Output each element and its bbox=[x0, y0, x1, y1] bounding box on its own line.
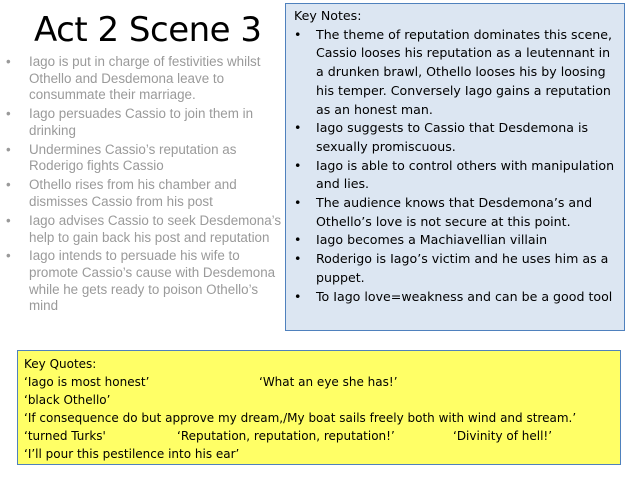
bullet: • bbox=[294, 26, 302, 42]
summary-item bbox=[6, 106, 282, 139]
bullet: • bbox=[294, 195, 302, 211]
key-note-item bbox=[294, 231, 618, 250]
quote: ‘black Othello’ bbox=[24, 393, 111, 407]
key-note-text: The audience knows that Desdemona’s and Othello’s love is not secure at this point. bbox=[316, 195, 593, 229]
page-title: Act 2 Scene 3 bbox=[34, 10, 262, 50]
quote-row bbox=[24, 391, 614, 409]
key-quotes-heading: Key Quotes: bbox=[24, 357, 97, 371]
bullet: • bbox=[294, 157, 302, 173]
bullet: • bbox=[6, 248, 11, 264]
key-note-text: Roderigo is Iago’s victim and he uses him as a puppet. bbox=[316, 251, 609, 285]
key-note-item bbox=[294, 26, 618, 120]
quote-row bbox=[24, 409, 614, 427]
quote-row bbox=[24, 445, 614, 463]
key-note-item bbox=[294, 119, 618, 156]
key-note-text: Iago becomes a Machiavellian villain bbox=[316, 232, 548, 248]
bullet: • bbox=[6, 54, 11, 69]
quote-row bbox=[24, 373, 614, 391]
quote: ‘Reputation, reputation, reputation!’ bbox=[177, 429, 395, 443]
bullet: • bbox=[6, 212, 11, 228]
quote: ‘I’ll pour this pestilence into his ear’ bbox=[24, 447, 240, 461]
quote: ‘Iago is most honest’ bbox=[24, 375, 150, 389]
scene-summary-list bbox=[6, 54, 282, 317]
quote: ‘turned Turks' bbox=[24, 429, 106, 443]
key-note-text: Iago suggests to Cassio that Desdemona is sexually promiscuous. bbox=[316, 120, 589, 154]
key-note-item bbox=[294, 157, 618, 194]
summary-item-text: Iago is put in charge of festivities whilst Othello and Desdemona leave to consummate their marriage. bbox=[29, 54, 261, 103]
bullet: • bbox=[294, 251, 302, 267]
key-notes-list bbox=[294, 26, 618, 307]
bullet: • bbox=[294, 120, 302, 136]
bullet: • bbox=[294, 232, 302, 248]
summary-item-text: Iago advises Cassio to seek Desdemona’s help to gain back his post and reputation bbox=[29, 212, 282, 245]
quote: ‘What an eye she has!’ bbox=[259, 375, 398, 389]
bullet: • bbox=[6, 141, 11, 157]
quote: ‘If consequence do but approve my dream,/My boat sails freely both with wind and stream.’ bbox=[24, 411, 577, 425]
key-note-text: To Iago love=weakness and can be a good tool bbox=[316, 288, 613, 304]
key-notes-heading: Key Notes: bbox=[294, 8, 362, 23]
bullet: • bbox=[294, 288, 302, 304]
bullet: • bbox=[6, 177, 11, 193]
key-quotes-heading-line bbox=[24, 355, 614, 373]
key-notes-box bbox=[285, 3, 625, 331]
key-note-text: Iago is able to control others with manipulation and lies. bbox=[316, 157, 615, 192]
summary-item-text: Iago intends to persuade his wife to promote Cassio’s cause with Desdemona while he gets ready to poison Othello’s mind bbox=[29, 248, 276, 314]
key-note-item bbox=[294, 288, 618, 307]
summary-item bbox=[6, 213, 282, 246]
key-note-item bbox=[294, 250, 618, 287]
summary-item-text: Iago persuades Cassio to join them in drinking bbox=[29, 106, 254, 138]
bullet: • bbox=[6, 106, 11, 122]
summary-item bbox=[6, 54, 282, 104]
summary-item bbox=[6, 142, 282, 175]
key-note-item bbox=[294, 194, 618, 231]
summary-item bbox=[6, 248, 282, 314]
key-note-text: The theme of reputation dominates this scene, Cassio looses his reputation as a leutennant in a drunken brawl, Othello looses his by loosing his temper. Conversely Iago gains a reputation as an honest man. bbox=[316, 26, 613, 117]
summary-item-text: Othello rises from his chamber and dismisses Cassio from his post bbox=[29, 177, 237, 209]
summary-item bbox=[6, 177, 282, 210]
quote: ‘Divinity of hell!’ bbox=[453, 429, 553, 443]
summary-item-text: Undermines Cassio’s reputation as Roderigo fights Cassio bbox=[29, 141, 237, 174]
key-quotes-box bbox=[17, 350, 621, 465]
quote-row bbox=[24, 427, 614, 445]
